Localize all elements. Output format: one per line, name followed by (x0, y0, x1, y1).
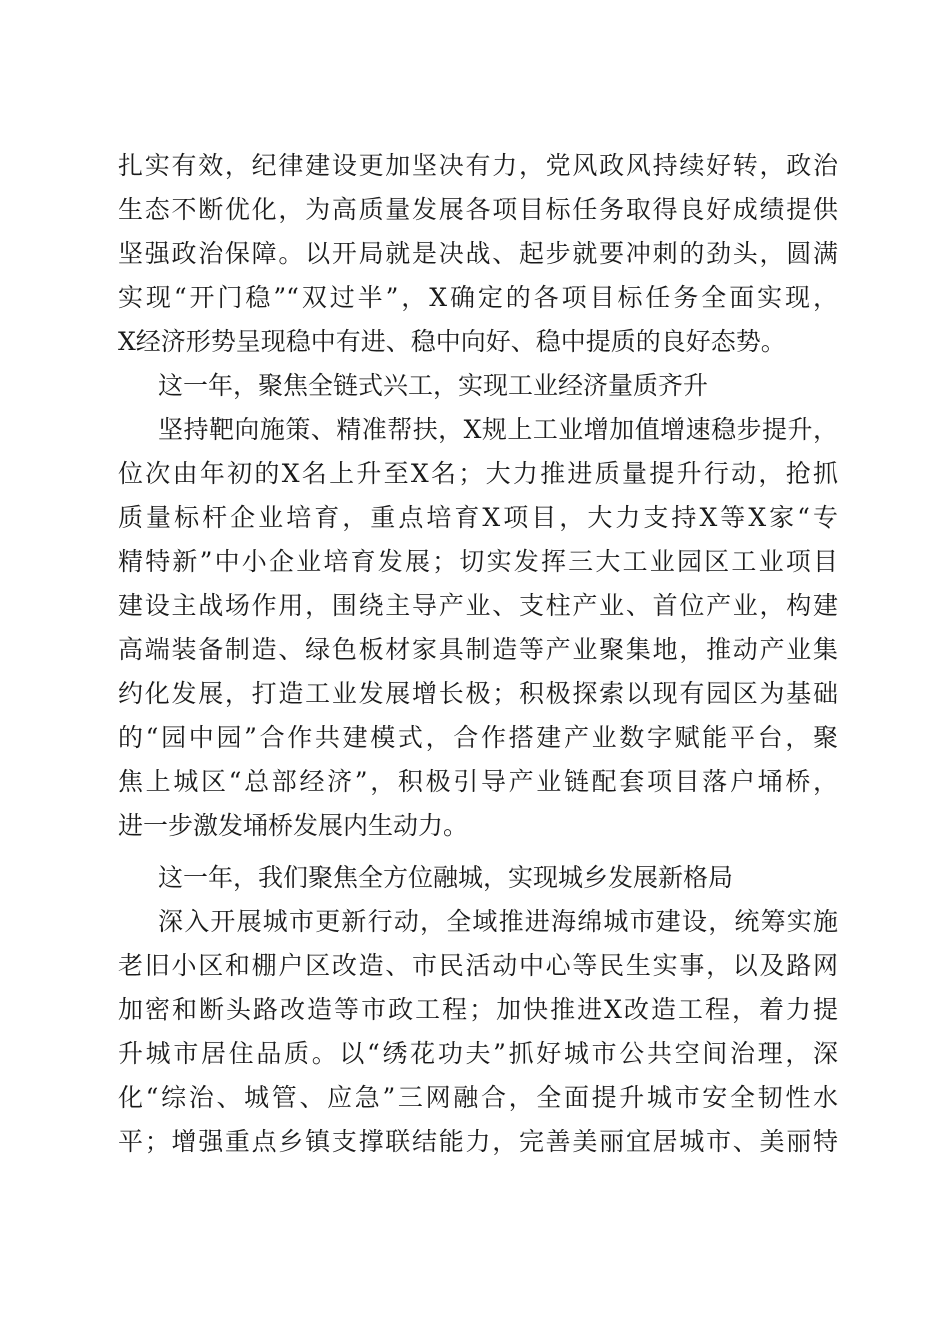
paragraph-3-line-2: 老旧小区和棚户区改造、市民活动中心等民生实事，以及路网 (118, 951, 838, 980)
paragraph-2-line-7: 约化发展，打造工业发展增长极；积极探索以现有园区为基础 (118, 679, 838, 708)
paragraph-3-line-6: 平；增强重点乡镇支撑联结能力，完善美丽宜居城市、美丽特 (118, 1127, 838, 1156)
paragraph-2-line-3: 质量标杆企业培育，重点培育X项目，大力支持X等X家“专 (118, 503, 838, 532)
paragraph-3-line-1: 深入开展城市更新行动，全域推进海绵城市建设，统筹实施 (158, 907, 838, 936)
paragraph-1-line-1: 扎实有效，纪律建设更加坚决有力，党风政风持续好转，政治 (118, 151, 838, 180)
paragraph-3-line-5: 化“综治、城管、应急”三网融合，全面提升城市安全韧性水 (118, 1083, 838, 1112)
paragraph-2-line-2: 位次由年初的X名上升至X名；大力推进质量提升行动，抢抓 (118, 459, 838, 488)
paragraph-2-line-5: 建设主战场作用，围绕主导产业、支柱产业、首位产业，构建 (118, 591, 838, 620)
paragraph-2-line-10: 进一步激发埇桥发展内生动力。 (118, 811, 469, 840)
paragraph-2-line-8: 的“园中园”合作共建模式，合作搭建产业数字赋能平台，聚 (118, 723, 838, 752)
paragraph-1-line-4: 实现“开门稳”“双过半”，X确定的各项目标任务全面实现， (118, 283, 838, 312)
section-heading-industry: 这一年，聚焦全链式兴工，实现工业经济量质齐升 (158, 371, 709, 400)
paragraph-2-line-6: 高端装备制造、绿色板材家具制造等产业聚集地，推动产业集 (118, 635, 838, 664)
paragraph-3-line-4: 升城市居住品质。以“绣花功夫”抓好城市公共空间治理，深 (118, 1039, 838, 1068)
paragraph-1-line-5: X经济形势呈现稳中有进、稳中向好、稳中提质的良好态势。 (118, 327, 786, 356)
paragraph-1-line-3: 坚强政治保障。以开局就是决战、起步就要冲刺的劲头，圆满 (118, 239, 838, 268)
paragraph-2-line-1: 坚持靶向施策、精准帮扶，X规上工业增加值增速稳步提升， (158, 415, 838, 444)
paragraph-2-line-4: 精特新”中小企业培育发展；切实发挥三大工业园区工业项目 (118, 547, 838, 576)
paragraph-2-line-9: 焦上城区“总部经济”，积极引导产业链配套项目落户埇桥， (118, 767, 838, 796)
section-heading-urban: 这一年，我们聚焦全方位融城，实现城乡发展新格局 (158, 863, 734, 892)
paragraph-3-line-3: 加密和断头路改造等市政工程；加快推进X改造工程，着力提 (118, 995, 838, 1024)
paragraph-1-line-2: 生态不断优化，为高质量发展各项目标任务取得良好成绩提供 (118, 195, 838, 224)
